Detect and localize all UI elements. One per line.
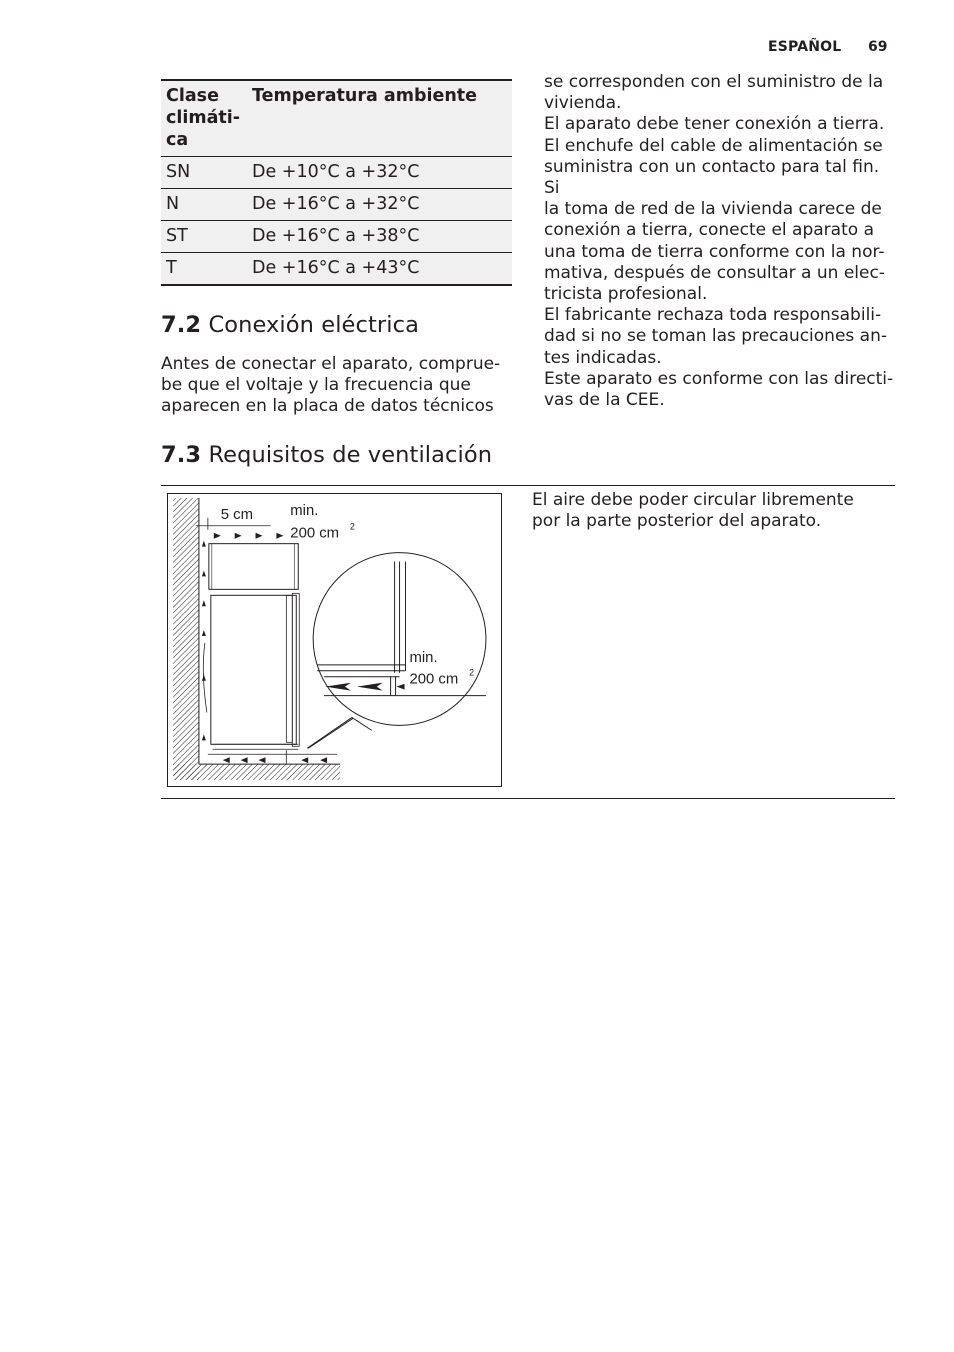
climate-class-cell: SN	[161, 157, 247, 189]
section-7-2-heading	[161, 312, 419, 338]
bottom-airflow-arrows	[223, 757, 327, 763]
table-row	[161, 157, 512, 189]
area-superscript: 2	[349, 521, 355, 532]
climate-class-table	[161, 79, 512, 286]
header-climate-class: Clase climáti- ca	[166, 86, 241, 150]
ventilation-text: El aire debe poder circular libremente por la parte posterior del aparato.	[532, 490, 854, 532]
zoom-min-label: min.	[409, 649, 438, 666]
distance-label: 5 cm	[220, 506, 254, 523]
climate-class-cell: ST	[161, 221, 247, 253]
paragraph: El fabricante rechaza toda responsabili- dad si no se toman las precauciones an- tes indicadas.	[544, 305, 888, 368]
table-row	[161, 189, 512, 221]
temperature-range-cell: De +16°C a +43°C	[247, 253, 512, 286]
zoom-area-superscript: 2	[469, 667, 475, 678]
section-7-2-intro: Antes de conectar el aparato, comprue- be que el voltaje y la frecuencia que aparecen en la placa de datos técnicos	[161, 354, 501, 417]
climate-class-cell: T	[161, 253, 247, 286]
temperature-range-cell: De +16°C a +32°C	[247, 189, 512, 221]
floor-hatch	[173, 764, 340, 780]
rear-airflow-arrows	[202, 541, 206, 741]
header-ambient-temperature: Temperatura ambiente	[252, 86, 478, 106]
top-rule	[161, 485, 895, 486]
section-7-3-heading	[161, 442, 492, 468]
paragraph: El aparato debe tener conexión a tierra. El enchufe del cable de alimentación se suministra con un contacto para tal fin. Si la toma de red de la vivienda carece de conexión a tierra, conecte el aparato a una toma de tierra conforme con la nor- mativa, después de consultar a un elec- tricista profesional.	[544, 114, 885, 305]
top-airflow-arrows	[214, 533, 284, 539]
page-number: 69	[868, 39, 888, 55]
header-language: ESPAÑOL	[768, 39, 842, 55]
section-number: 7.2	[161, 312, 202, 338]
table-row	[161, 221, 512, 253]
temperature-range-cell: De +10°C a +32°C	[247, 157, 512, 189]
section-title: Requisitos de ventilación	[208, 442, 493, 468]
ventilation-diagram	[167, 493, 502, 787]
table-header-row	[161, 80, 512, 157]
climate-class-cell: N	[161, 189, 247, 221]
appliance	[211, 595, 296, 744]
temperature-range-cell: De +16°C a +38°C	[247, 221, 512, 253]
area-label: 200 cm	[290, 525, 340, 542]
min-label: min.	[290, 502, 319, 519]
bottom-rule	[161, 798, 895, 799]
electrical-connection-text	[544, 72, 899, 411]
section-number: 7.3	[161, 442, 202, 468]
table-row	[161, 253, 512, 286]
paragraph: se corresponden con el suministro de la vivienda.	[544, 72, 884, 114]
ventilation-illustration	[168, 494, 501, 786]
upper-cabinet	[209, 544, 298, 590]
wall-hatch	[173, 498, 199, 780]
zoom-area-label: 200 cm	[409, 671, 459, 688]
section-title: Conexión eléctrica	[208, 312, 419, 338]
paragraph: Este aparato es conforme con las directi- vas de la CEE.	[544, 368, 894, 411]
